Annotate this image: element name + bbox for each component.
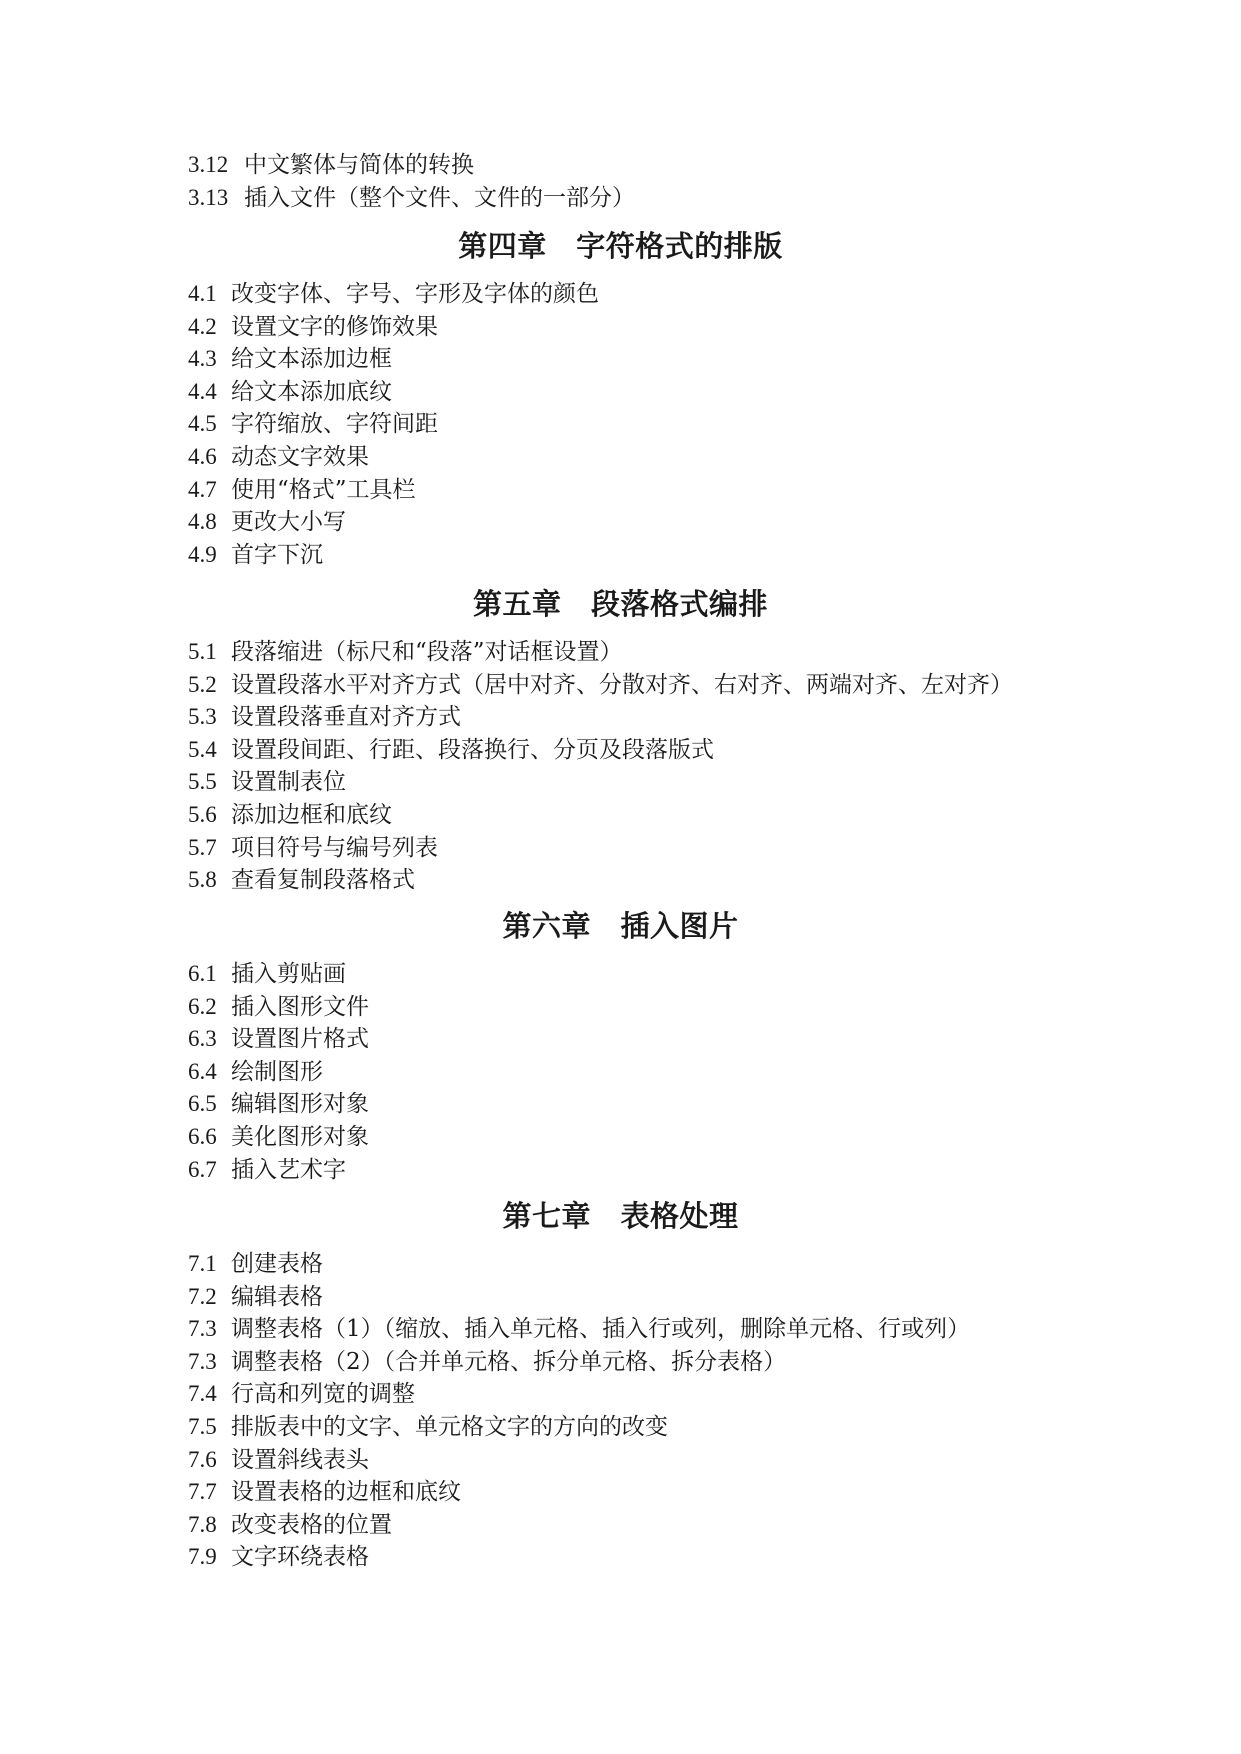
item-text: 编辑表格 [231,1283,323,1310]
item-number: 5.1 [188,639,217,664]
item-number: 4.8 [188,509,217,535]
item-text: 设置斜线表头 [231,1446,369,1473]
item-number: 7.8 [188,1511,217,1537]
chapter-items-list [188,278,1121,571]
item-number: 6.3 [188,1026,217,1052]
item-text: 创建表格 [231,1251,323,1277]
chapter-title: 第四章 字符格式的排版 [458,229,783,263]
item-text: 设置段落垂直对齐方式 [231,704,461,731]
list-item [188,1444,1121,1477]
list-item [188,539,1121,572]
item-number: 7.3 [188,1348,217,1374]
item-number: 5.4 [188,736,217,762]
item-text: 使用“格式”工具栏 [231,476,416,503]
list-item [188,832,1121,865]
list-item [188,701,1121,734]
list-item [188,1154,1121,1187]
list-item [188,1411,1121,1444]
item-number: 5.5 [188,769,217,795]
item-text: 改变字体、字号、字形及字体的颜色 [231,281,599,307]
list-item [188,766,1121,799]
item-number: 6.4 [188,1058,217,1084]
item-text: 动态文字效果 [231,443,369,470]
item-number: 7.1 [188,1251,217,1276]
list-item [188,799,1121,832]
item-text: 设置段间距、行距、段落换行、分页及段落版式 [231,736,714,763]
list-item [188,1476,1121,1509]
item-text: 中文繁体与简体的转换 [244,152,474,178]
chapter-heading [0,226,1241,266]
item-text: 添加边框和底纹 [231,801,392,828]
top-items-list [188,149,1121,214]
item-text: 设置段落水平对齐方式（居中对齐、分散对齐、右对齐、两端对齐、左对齐） [231,671,1013,698]
item-number: 6.1 [188,961,217,986]
item-number: 4.7 [188,476,217,502]
item-number: 5.6 [188,801,217,827]
list-item [188,343,1121,376]
list-item [188,1023,1121,1056]
list-item [188,278,1121,311]
list-item [188,864,1121,897]
item-text: 改变表格的位置 [231,1511,392,1538]
item-number: 7.6 [188,1446,217,1472]
item-number: 5.3 [188,704,217,730]
item-text: 字符缩放、字符间距 [231,411,438,438]
item-number: 7.4 [188,1381,217,1407]
list-item [188,441,1121,474]
chapter-items-list [188,1248,1121,1574]
item-text: 排版表中的文字、单元格文字的方向的改变 [231,1413,668,1440]
list-item [188,958,1121,991]
list-item [188,408,1121,441]
item-number: 4.5 [188,411,217,437]
item-number: 7.2 [188,1283,217,1309]
item-text: 插入艺术字 [231,1156,346,1183]
chapter-items-list [188,958,1121,1186]
item-text: 插入剪贴画 [231,961,346,987]
list-item [188,506,1121,539]
list-item [188,1088,1121,1121]
item-number: 4.1 [188,281,217,306]
list-item [188,734,1121,767]
chapter-title: 第五章 段落格式编排 [472,587,768,621]
chapter-title: 第七章 表格处理 [502,1199,739,1233]
item-number: 4.2 [188,313,217,339]
item-number: 4.4 [188,378,217,404]
item-text: 设置制表位 [231,769,346,796]
item-number: 7.3 [188,1316,217,1342]
list-item [188,1541,1121,1574]
item-text: 设置图片格式 [231,1026,369,1053]
list-item [188,1378,1121,1411]
chapter-heading [0,584,1241,624]
item-number: 3.13 [188,184,229,210]
item-text: 编辑图形对象 [231,1091,369,1118]
list-item [188,1281,1121,1314]
list-item [188,1121,1121,1154]
chapter-heading [0,906,1241,946]
list-item [188,1346,1121,1379]
item-number: 7.7 [188,1479,217,1505]
item-text: 插入文件（整个文件、文件的一部分） [244,184,635,211]
item-number: 7.5 [188,1413,217,1439]
item-number: 6.5 [188,1091,217,1117]
list-item [188,149,1121,182]
list-item [188,1248,1121,1281]
item-text: 给文本添加边框 [231,346,392,373]
list-item [188,1509,1121,1542]
list-item [188,636,1121,669]
item-text: 更改大小写 [231,509,346,536]
list-item [188,474,1121,507]
item-text: 给文本添加底纹 [231,378,392,405]
item-number: 3.12 [188,152,229,177]
item-text: 插入图形文件 [231,993,369,1020]
item-text: 绘制图形 [231,1058,323,1085]
item-number: 4.9 [188,541,217,567]
item-number: 4.6 [188,443,217,469]
chapter-heading [0,1196,1241,1236]
item-number: 6.6 [188,1123,217,1149]
item-text: 行高和列宽的调整 [231,1381,415,1408]
list-item [188,1313,1121,1346]
item-number: 5.2 [188,671,217,697]
item-text: 段落缩进（标尺和“段落”对话框设置） [231,639,623,665]
list-item [188,1056,1121,1089]
item-number: 7.9 [188,1544,217,1570]
list-item [188,669,1121,702]
item-number: 6.7 [188,1156,217,1182]
item-text: 美化图形对象 [231,1123,369,1150]
item-text: 查看复制段落格式 [231,867,415,894]
list-item [188,311,1121,344]
item-number: 5.7 [188,834,217,860]
list-item [188,182,1121,215]
list-item [188,991,1121,1024]
item-text: 设置文字的修饰效果 [231,313,438,340]
item-text: 设置表格的边框和底纹 [231,1479,461,1506]
item-number: 4.3 [188,346,217,372]
item-number: 5.8 [188,867,217,893]
list-item [188,376,1121,409]
item-text: 调整表格（2）（合并单元格、拆分单元格、拆分表格） [231,1348,787,1375]
item-text: 调整表格（1）（缩放、插入单元格、插入行或列，删除单元格、行或列） [231,1316,971,1343]
chapter-items-list [188,636,1121,897]
chapter-title: 第六章 插入图片 [502,909,739,943]
item-text: 首字下沉 [231,541,323,568]
item-number: 6.2 [188,993,217,1019]
item-text: 文字环绕表格 [231,1544,369,1571]
item-text: 项目符号与编号列表 [231,834,438,861]
